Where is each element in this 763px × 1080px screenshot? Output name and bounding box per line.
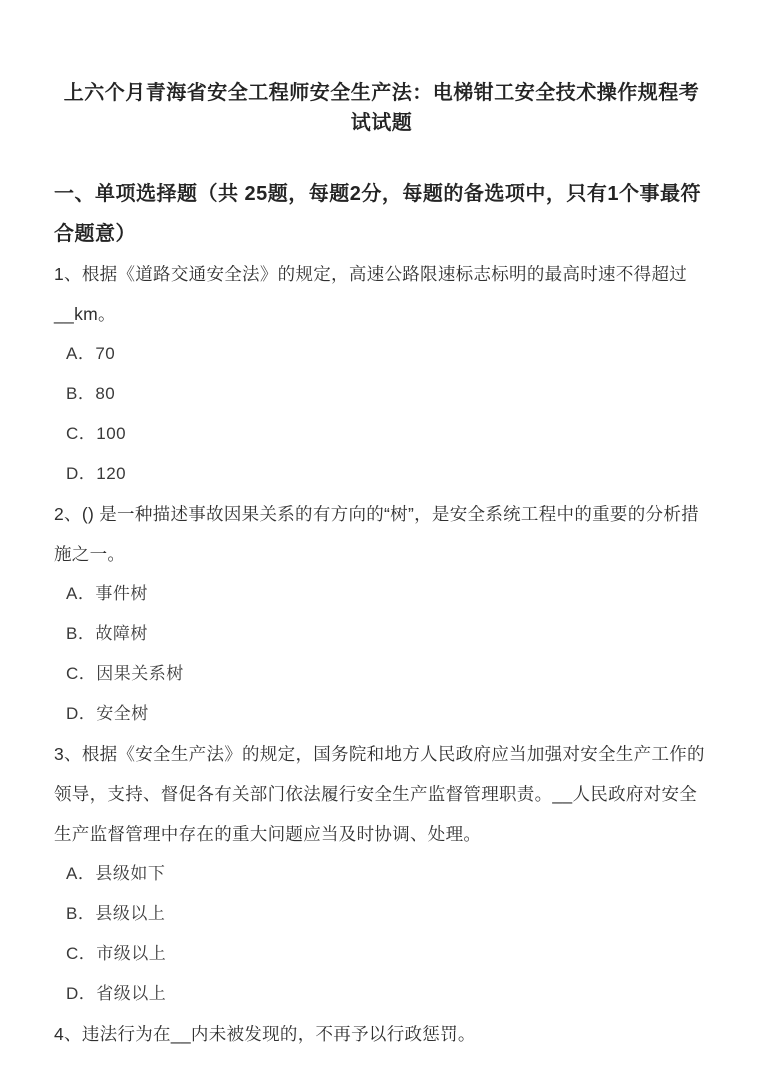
option-item: D．安全树 xyxy=(66,704,149,723)
page-title: 上六个月青海省安全工程师安全生产法：电梯钳工安全技术操作规程考试试题 xyxy=(63,82,700,134)
option-item: A．县级如下 xyxy=(66,864,166,883)
option-item: B．县级以上 xyxy=(66,904,166,923)
option-item: A．事件树 xyxy=(66,584,148,603)
option-item: C．100 xyxy=(66,424,127,443)
question-text: 根据《安全生产法》的规定，国务院和地方人民政府应当加强对安全生产工作的领导，支持、督促各有关部门依法履行安全生产监督管理职责。__人民政府对安全生产监督管理中存在的重大问题应当及时协调、处理。 xyxy=(54,744,705,844)
question-stem xyxy=(54,1014,709,1054)
option-item: A．70 xyxy=(66,344,116,363)
question-text: 违法行为在__内未被发现的，不再予以行政惩罚。 xyxy=(81,1024,476,1044)
option-item: B．80 xyxy=(66,384,116,403)
question-number: 2、 xyxy=(54,504,82,524)
section-heading: 一、单项选择题（共 25题，每题2分，每题的备选项中，只有1个事最符合题意） xyxy=(54,183,702,245)
question-text: () 是一种描述事故因果关系的有方向的“树”，是安全系统工程中的重要的分析措施之一。 xyxy=(54,504,699,564)
option-item: B．故障树 xyxy=(66,624,148,643)
question-stem xyxy=(54,734,709,854)
question-stem xyxy=(54,254,709,334)
questions-list xyxy=(54,254,709,1054)
question-number: 4、 xyxy=(54,1024,82,1044)
option-item: C．市级以上 xyxy=(66,944,167,963)
question-text: 根据《道路交通安全法》的规定，高速公路限速标志标明的最高时速不得超过__km。 xyxy=(54,264,688,324)
question-stem xyxy=(54,494,709,574)
option-item: D．省级以上 xyxy=(66,984,167,1003)
question-number: 1、 xyxy=(54,264,82,284)
option-item: C．因果关系树 xyxy=(66,664,184,683)
question-number: 3、 xyxy=(54,744,82,764)
option-item: D．120 xyxy=(66,464,127,483)
